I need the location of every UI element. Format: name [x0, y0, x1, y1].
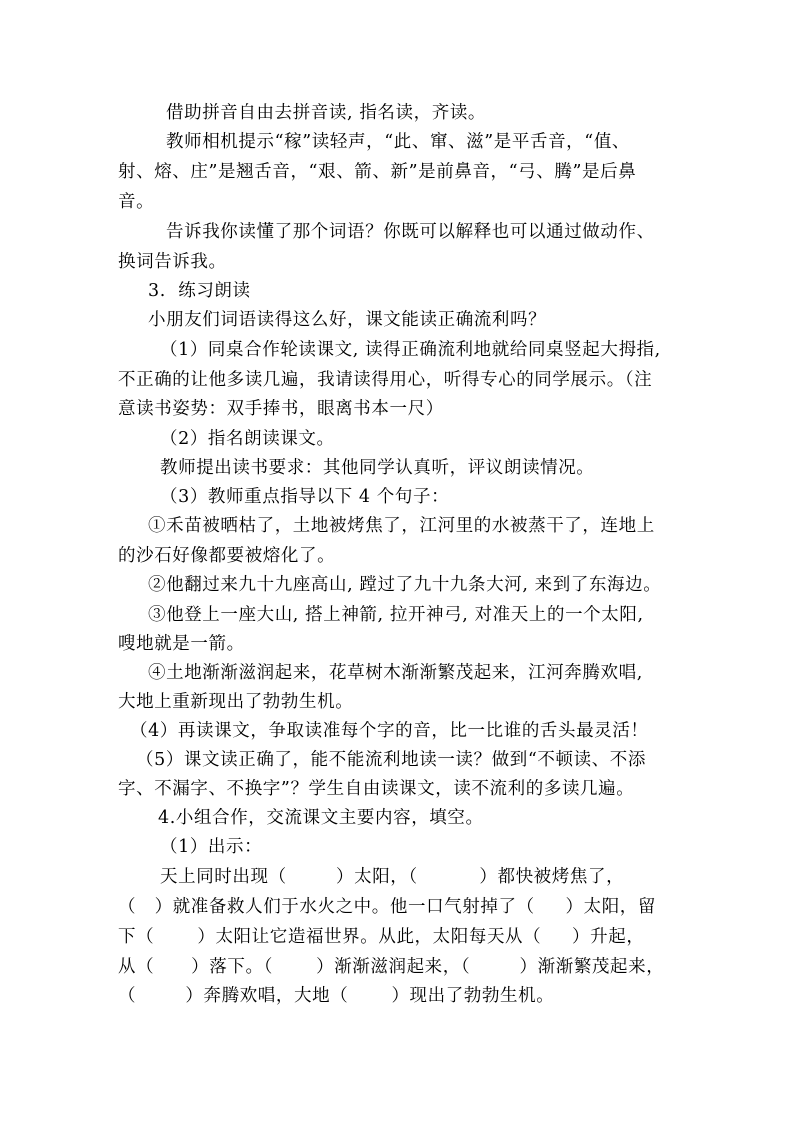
paragraph-line: 嗖地就是一箭。	[118, 634, 245, 654]
paragraph-line: 教师提出读书要求：其他同学认真听，评议朗读情况。	[160, 458, 595, 478]
fill-in-blank-line: 天上同时出现（ ）太阳，（ ）都快被烤焦了，	[160, 867, 625, 887]
paragraph-line: 字、不漏字、不换字”？学生自由读课文，读不流利的多读几遍。	[118, 779, 635, 799]
paragraph-line: 音。	[118, 192, 155, 212]
paragraph-line: ③他登上一座大山, 搭上神箭, 拉开神弓, 对准天上的一个太阳,	[148, 605, 644, 625]
paragraph-line: 借助拼音自由去拼音读, 指名读，齐读。	[166, 103, 487, 123]
paragraph-line: ④土地渐渐滋润起来，花草树木渐渐繁茂起来，江河奔腾欢唱,	[148, 663, 643, 683]
paragraph-line: 告诉我你读懂了那个词语？你既可以解释也可以通过做动作、	[166, 222, 655, 242]
paragraph-line: （1）出示：	[160, 837, 263, 857]
fill-in-blank-line: （ ）奔腾欢唱，大地（ ）现出了勃勃生机。	[118, 986, 555, 1006]
paragraph-line: 意读书姿势：双手捧书，眼离书本一尺）	[118, 399, 444, 419]
paragraph-line: 大地上重新现出了勃勃生机。	[118, 692, 354, 712]
fill-in-blank-line: 下（ ）太阳让它造福世界。从此，太阳每天从（ ）升起，	[118, 927, 645, 947]
paragraph-line: （3）教师重点指导以下 4 个句子：	[160, 487, 450, 507]
paragraph-line: （5）课文读正确了，能不能流利地读一读？做到“不顿读、不添	[136, 750, 646, 770]
paragraph-line: 射、熔、庄”是翘舌音，“艰、箭、新”是前鼻音，“弓、腾”是后鼻	[118, 162, 637, 182]
paragraph-line: 教师相机提示“稼”读轻声，“此、窜、滋”是平舌音，“值、	[166, 132, 631, 152]
paragraph-line: ①禾苗被晒枯了，土地被烤焦了，江河里的水被蒸干了，连地上	[148, 516, 655, 536]
paragraph-line: 换词告诉我。	[118, 252, 227, 272]
paragraph-line: 小朋友们词语读得这么好，课文能读正确流利吗？	[148, 310, 547, 330]
fill-in-blank-line: 从（ ）落下。（ ）渐渐滋润起来，（ ）渐渐繁茂起来，	[118, 957, 665, 977]
paragraph-line: 不正确的让他多读几遍，我请读得用心，听得专心的同学展示。（注	[118, 370, 653, 390]
section-heading: 4.小组合作，交流课文主要内容，填空。	[158, 808, 484, 828]
section-heading: 3. 练习朗读	[148, 281, 251, 301]
fill-in-blank-line: （ ）就准备救人们于水火之中。他一口气射掉了（ ）太阳，留	[118, 897, 656, 917]
paragraph-line: （4）再读课文，争取读准每个字的音，比一比谁的舌头最灵活！	[130, 721, 649, 741]
paragraph-line: （1）同桌合作轮读课文, 读得正确流利地就给同桌竖起大拇指,	[160, 340, 661, 360]
paragraph-line: 的沙石好像都要被熔化了。	[118, 546, 336, 566]
paragraph-line: ②他翻过来九十九座高山, 蹚过了九十九条大河, 来到了东海边。	[148, 575, 662, 595]
paragraph-line: （2）指名朗读课文。	[160, 429, 335, 449]
